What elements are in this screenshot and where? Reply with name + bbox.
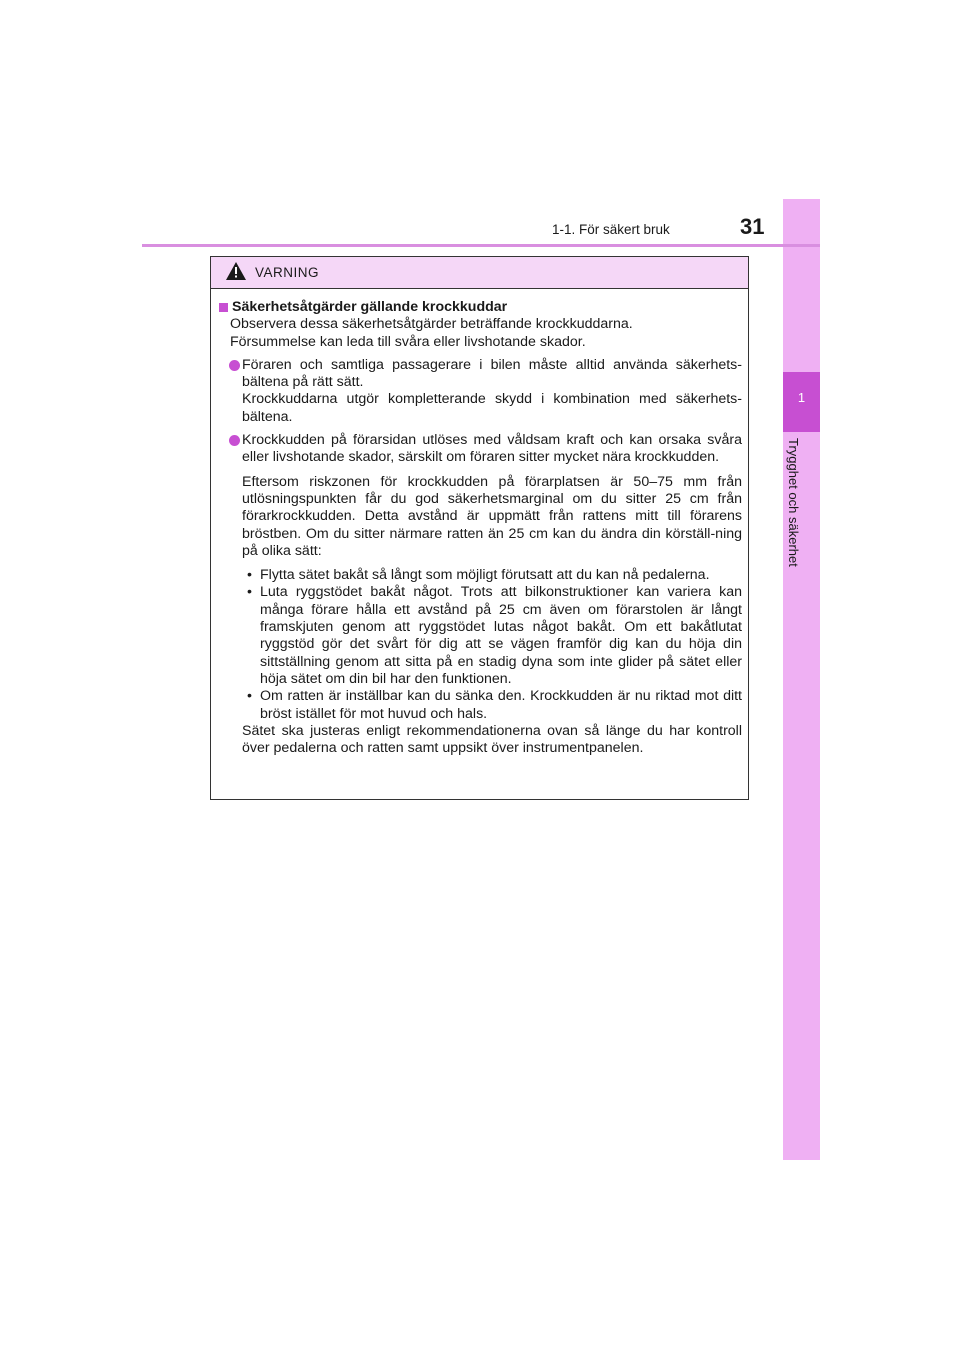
chapter-title: Trygghet och säkerhet xyxy=(786,438,801,567)
circle-bullet-icon xyxy=(229,360,240,371)
warning-triangle-icon xyxy=(225,261,247,286)
section-title: 1-1. För säkert bruk xyxy=(552,222,670,237)
bullet-item xyxy=(219,432,742,467)
list-marker: • xyxy=(247,688,252,705)
chapter-side-tab xyxy=(783,199,820,1160)
list-item-text: Flytta sätet bakåt så långt som möjligt förutsatt att du kan nå pedalerna. xyxy=(260,567,710,584)
header-divider xyxy=(142,244,820,247)
warning-box xyxy=(210,256,749,800)
section-heading-text: Säkerhetsåtgärder gällande krockkuddar xyxy=(232,299,508,315)
list-item-text: Luta ryggstödet bakåt något. Trots att bilkonstruktioner kan variera kan många förare hålla ett avstånd på 25 cm även om förarstolen är långt framskjuten genom att ryggstödet lutas något bakåt. Om ett bakåtlutat ryggstöd gör det svårt för dig att se vägen framför dig kan du höja din sittställning genom att sitta på en stadig dyna som inte glider på sätet eller höja sätet om din bil har den funktionen. xyxy=(260,584,742,687)
list-item xyxy=(219,584,742,688)
closing-paragraph: Sätet ska justeras enligt rekommendationerna ovan så länge du har kontroll över pedalerna och ratten samt uppsikt över instrumentpanelen. xyxy=(242,722,742,757)
explanation-paragraph: Eftersom riskzonen för krockkudden på förarplatsen är 50–75 mm från utlösningspunkten får du god säkerhetsmarginal om du sitter 25 cm från förarkrockkudden. Detta avstånd är uppmätt från rattens mitt till förarens bröstben. Om du sitter närmare ratten än 25 cm kan du ändra din körställ-ning på olika sätt: xyxy=(242,473,742,559)
intro-line: Observera dessa säkerhetsåtgärder beträffande krockkuddarna. xyxy=(230,316,633,333)
circle-bullet-icon xyxy=(229,435,240,446)
page-number: 31 xyxy=(740,214,765,239)
list-item xyxy=(219,567,742,584)
list-item-text: Om ratten är inställbar kan du sänka den. Krockkudden är nu riktad mot ditt bröst istället för mot huvud och hals. xyxy=(260,688,742,722)
bullet-text: Krockkuddarna utgör kompletterande skydd i kombination med säkerhets-bältena. xyxy=(242,391,742,425)
bullet-text: Krockkudden på förarsidan utlöses med våldsam kraft och kan orsaka svåra eller livshotande skador, särskilt om föraren sitter mycket nära krockkudden. xyxy=(242,432,742,466)
chapter-number: 1 xyxy=(797,390,806,405)
warning-content xyxy=(219,299,742,757)
bullet-item xyxy=(219,357,742,426)
section-heading xyxy=(219,299,742,316)
intro-line: Försummelse kan leda till svåra eller livshotande skador. xyxy=(230,333,586,350)
bullet-text: Föraren och samtliga passagerare i bilen måste alltid använda säkerhets-bältena på rätt sätt. xyxy=(242,356,742,391)
warning-title: VARNING xyxy=(255,265,320,280)
list-item xyxy=(219,688,742,723)
list-marker: • xyxy=(247,567,252,584)
recommendation-list xyxy=(219,567,742,723)
square-bullet-icon xyxy=(219,303,228,312)
warning-header xyxy=(211,257,748,289)
list-marker: • xyxy=(247,584,252,601)
